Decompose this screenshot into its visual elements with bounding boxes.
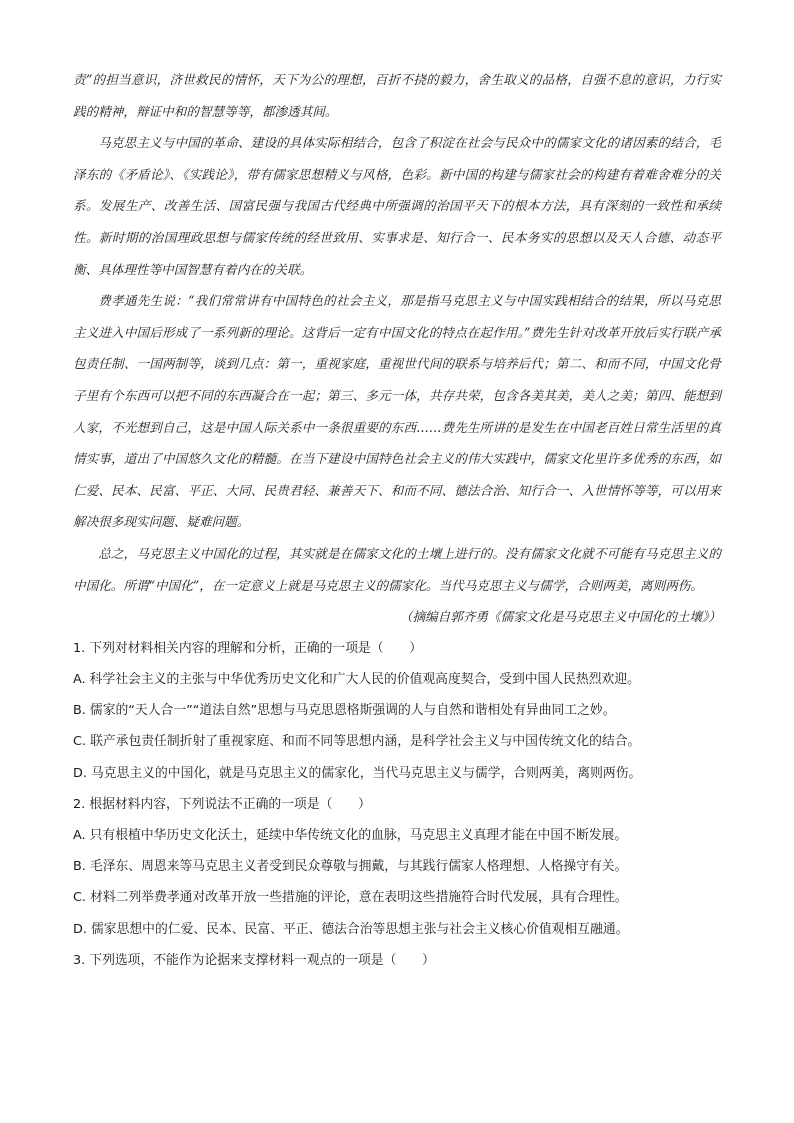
- question-2: [73, 789, 721, 945]
- question-1-stem: 1. 下列对材料相关内容的理解和分析，正确的一项是（ ）: [73, 640, 422, 656]
- question-2-stem: 2. 根据材料内容，下列说法不正确的一项是（ ）: [73, 796, 371, 812]
- question-2-option-a: A. 只有根植中华历史文化沃土，延续中华传统文化的血脉，马克思主义真理才能在中国不断发展。: [73, 827, 628, 843]
- question-1-option-c: C. 联产承包责任制折射了重视家庭、和而不同等思想内涵，是科学社会主义与中国传统文化的结合。: [73, 734, 641, 750]
- question-1: [73, 633, 721, 789]
- question-3: [73, 945, 721, 976]
- passage-paragraph-4: 总之，马克思主义中国化的过程，其实就是在儒家文化的土壤上进行的。没有儒家文化就不可能有马克思主义的中国化。所谓“中国化”，在一定意义上就是马克思主义的儒家化。当代马克思主义与儒学，合则两美，离则两伤。: [73, 545, 721, 593]
- question-3-stem: 3. 下列选项，不能作为论据来支撑材料一观点的一项是（ ）: [73, 952, 435, 968]
- question-2-option-b: B. 毛泽东、周恩来等马克思主义者受到民众尊敬与拥戴，与其践行儒家人格理想、人格操守有关。: [73, 859, 628, 875]
- question-2-option-c: C. 材料二列举费孝通对改革开放一些措施的评论，意在表明这些措施符合时代发展，具有合理性。: [73, 890, 628, 906]
- passage-paragraph-2: 马克思主义与中国的革命、建设的具体实际相结合，包含了积淀在社会与民众中的儒家文化的诸因素的结合，毛泽东的《矛盾论》、《实践论》，带有儒家思想精义与风格，色彩。新中国的构建与儒家社会的构建有着难舍难分的关系。发展生产、改善生活、国富民强与我国古代经典中所强调的治国平天下的根本方法，具有深刻的一致性和承续性。新时期的治国理政思想与儒家传统的经世致用、实事求是、知行合一、民本务实的思想以及天人合德、动态平衡、具体理性等中国智慧有着内在的关联。: [73, 135, 721, 277]
- passage-paragraph-3: 费孝通先生说：“我们常常讲有中国特色的社会主义，那是指马克思主义与中国实践相结合的结果，所以马克思主义进入中国后形成了一系列新的理论。这背后一定有中国文化的特点在起作用。”费先生针对改革开放后实行联产承包责任制、一国两制等，谈到几点：第一，重视家庭，重视世代间的联系与培养后代；第二、和而不同，中国文化骨子里有个东西可以把不同的东西凝合在一起；第三、多元一体，共存共荣，包含各美其美，美人之美；第四、能想到人家，不光想到自己，这是中国人际关系中一条很重要的东西……费先生所讲的是发生在中国老百姓日常生活里的真情实事，道出了中国悠久文化的精髓。在当下建设中国特色社会主义的伟大实践中，儒家文化里许多优秀的东西，如仁爱、民本、民富、平正、大同、民贵君轻、兼善天下、和而不同、德法合治、知行合一、入世情怀等等，可以用来解决很多现实问题、疑难问题。: [73, 293, 721, 530]
- exam-page: [73, 64, 721, 976]
- question-1-option-d: D. 马克思主义的中国化，就是马克思主义的儒家化，当代马克思主义与儒学，合则两美，离则两伤。: [73, 765, 642, 781]
- passage-source: （摘编自郭齐勇《儒家文化是马克思主义中国化的土壤》）: [399, 609, 721, 625]
- question-1-option-b: B. 儒家的“天人合一”“道法自然”思想与马克思恩格斯强调的人与自然和谐相处有异曲同工之妙。: [73, 703, 616, 719]
- passage-paragraph-1: 责”的担当意识，济世救民的情怀，天下为公的理想，百折不挠的毅力，舍生取义的品格，自强不息的意识，力行实践的精神，辩证中和的智慧等等，都渗透其间。: [73, 72, 721, 119]
- question-1-option-a: A. 科学社会主义的主张与中华优秀历史文化和广大人民的价值观高度契合，受到中国人民热烈欢迎。: [73, 671, 640, 687]
- question-2-option-d: D. 儒家思想中的仁爱、民本、民富、平正、德法合治等思想主张与社会主义核心价值观相互融通。: [73, 921, 629, 937]
- reading-passage: [73, 64, 721, 601]
